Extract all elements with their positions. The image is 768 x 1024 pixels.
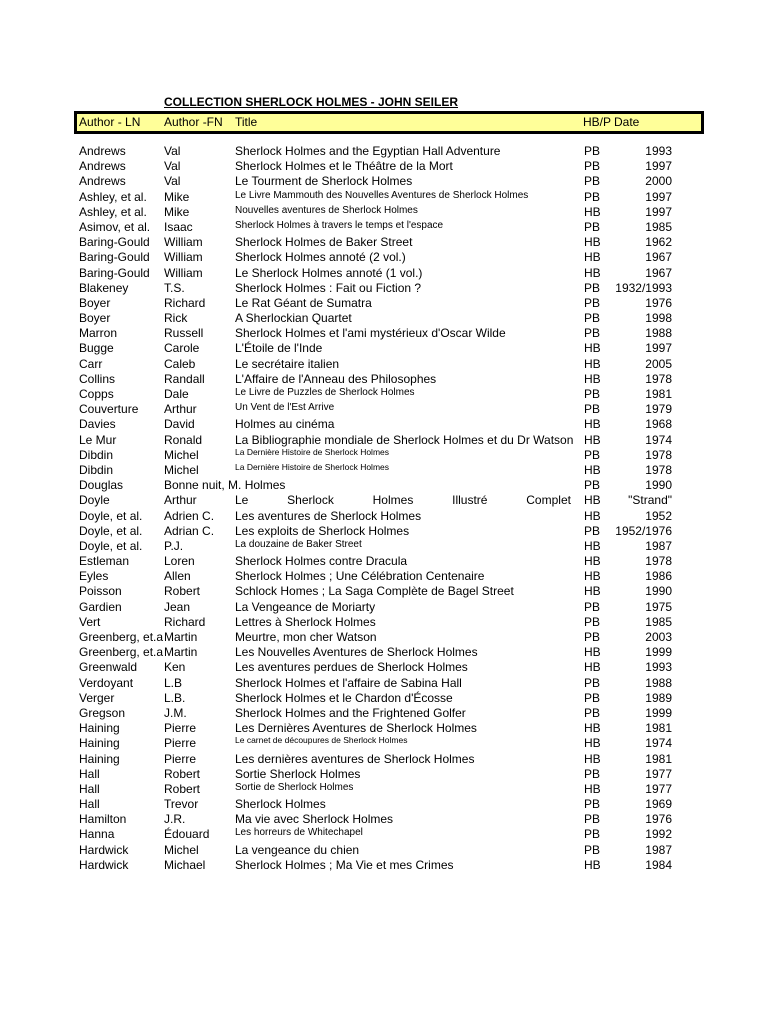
binding-type: PB xyxy=(584,402,601,417)
author-last-name: Boyer xyxy=(79,295,111,310)
publication-date: 2000 xyxy=(645,174,672,189)
author-first-name: Caleb xyxy=(164,356,196,371)
author-last-name: Gardien xyxy=(79,599,122,614)
book-title: Sherlock Holmes : Fait ou Fiction ? xyxy=(235,280,422,295)
author-first-name: Mike xyxy=(164,189,190,204)
publication-date: 1952 xyxy=(645,508,672,523)
binding-type: PB xyxy=(584,766,601,781)
table-row xyxy=(0,676,768,691)
table-row xyxy=(0,509,768,524)
binding-type: HB xyxy=(584,371,601,386)
book-title: Lettres à Sherlock Holmes xyxy=(235,614,376,629)
author-first-name: Pierre xyxy=(164,751,197,766)
book-title: Holmes au cinéma xyxy=(235,417,335,432)
author-first-name: Robert xyxy=(164,766,201,781)
book-title: La vengeance du chien xyxy=(235,842,360,857)
table-row xyxy=(0,357,768,372)
book-title: Ma vie avec Sherlock Holmes xyxy=(235,812,394,827)
publication-date: 1990 xyxy=(645,478,672,493)
publication-date: 1977 xyxy=(645,766,672,781)
binding-type: HB xyxy=(584,508,601,523)
publication-date: 1979 xyxy=(645,402,672,417)
author-last-name: Copps xyxy=(79,387,114,401)
author-first-name: Michel xyxy=(164,842,199,857)
book-title: Les dernières aventures de Sherlock Holmes xyxy=(235,751,475,766)
table-row xyxy=(0,660,768,675)
publication-date: 1967 xyxy=(645,250,672,265)
table-row xyxy=(0,615,768,630)
author-last-name: Hall xyxy=(79,781,100,796)
author-last-name: Baring-Gould xyxy=(79,235,150,250)
table-row xyxy=(0,311,768,326)
author-first-name: Trevor xyxy=(164,797,199,812)
publication-date: 1977 xyxy=(645,781,672,796)
author-first-name: Michael xyxy=(164,857,206,872)
binding-type: HB xyxy=(584,645,601,660)
author-last-name: Ashley, et al. xyxy=(79,189,147,204)
author-first-name: Jean xyxy=(164,599,191,614)
book-title: Le Tourment de Sherlock Holmes xyxy=(235,174,413,189)
author-first-name: Édouard xyxy=(164,827,210,842)
author-last-name: Bugge xyxy=(79,341,114,356)
table-row xyxy=(0,235,768,250)
author-last-name: Hanna xyxy=(79,827,115,842)
binding-type: HB xyxy=(584,462,601,477)
book-title: Schlock Homes ; La Saga Complète de Bagel Street xyxy=(235,584,514,599)
book-title: Nouvelles aventures de Sherlock Holmes xyxy=(235,204,418,216)
author-first-name: Martin xyxy=(164,645,198,660)
table-row xyxy=(0,417,768,432)
binding-type: HB xyxy=(584,857,601,872)
table-row xyxy=(0,569,768,584)
table-row xyxy=(0,630,768,645)
book-title: Le secrétaire italien xyxy=(235,356,340,371)
book-title: Sherlock Holmes annoté (2 vol.) xyxy=(235,250,406,265)
table-row xyxy=(0,524,768,539)
binding-type: PB xyxy=(584,387,601,401)
publication-date: 1978 xyxy=(645,371,672,386)
binding-type: HB xyxy=(584,432,601,447)
publication-date: 1998 xyxy=(645,311,672,326)
table-row xyxy=(0,159,768,174)
publication-date: 1985 xyxy=(645,219,672,234)
binding-type: HB xyxy=(584,554,601,569)
table-row xyxy=(0,281,768,296)
author-last-name: Eyles xyxy=(79,569,109,584)
author-first-name: Robert xyxy=(164,781,201,796)
author-first-name: Arthur xyxy=(164,402,197,417)
book-title: Le Livre de Puzzles de Sherlock Holmes xyxy=(235,387,415,398)
table-row xyxy=(0,736,768,751)
author-last-name: Marron xyxy=(79,326,118,341)
binding-type: HB xyxy=(584,235,601,250)
publication-date: 2005 xyxy=(645,356,672,371)
publication-date: 1976 xyxy=(645,295,672,310)
book-title: Sortie Sherlock Holmes xyxy=(235,766,361,781)
author-first-name: Val xyxy=(164,159,181,174)
book-title: Les aventures perdues de Sherlock Holmes xyxy=(235,660,468,675)
binding-type: HB xyxy=(584,538,601,553)
header-date: Date xyxy=(614,115,640,129)
table-row xyxy=(0,706,768,721)
book-title: Le carnet de découpures de Sherlock Holmes xyxy=(235,735,408,746)
author-first-name: T.S. xyxy=(164,280,185,295)
table-row xyxy=(0,220,768,235)
author-last-name: Doyle xyxy=(79,493,110,508)
author-last-name: Greenwald xyxy=(79,660,138,675)
book-title: Sherlock Holmes et l'ami mystérieux d'Oscar Wilde xyxy=(235,326,506,341)
table-row xyxy=(0,341,768,356)
binding-type: HB xyxy=(584,341,601,356)
table-row xyxy=(0,554,768,569)
binding-type: PB xyxy=(584,842,601,857)
author-first-name: Ronald xyxy=(164,432,203,447)
table-row xyxy=(0,858,768,873)
publication-date: "Strand" xyxy=(628,493,672,508)
author-last-name: Hardwick xyxy=(79,842,129,857)
book-title: Sherlock Holmes ; Une Célébration Centenaire xyxy=(235,569,485,584)
author-last-name: Dibdin xyxy=(79,462,114,477)
author-first-name: L.B. xyxy=(164,690,186,705)
author-first-name: Michel xyxy=(164,447,199,462)
book-title: La Vengeance de Moriarty xyxy=(235,599,376,614)
publication-date: 1999 xyxy=(645,705,672,720)
publication-date: 1967 xyxy=(645,265,672,280)
binding-type: HB xyxy=(584,265,601,280)
publication-date: 1993 xyxy=(645,144,672,158)
book-title: Sherlock Holmes et le Chardon d'Écosse xyxy=(235,690,453,705)
author-last-name: Doyle, et al. xyxy=(79,523,143,538)
book-title: Les Dernières Aventures de Sherlock Holmes xyxy=(235,721,477,736)
author-last-name: Poisson xyxy=(79,584,122,599)
author-first-name: J.R. xyxy=(164,812,186,827)
publication-date: 1989 xyxy=(645,690,672,705)
binding-type: HB xyxy=(584,417,601,432)
publication-date: 1981 xyxy=(645,751,672,766)
publication-date: 1978 xyxy=(645,462,672,477)
author-last-name: Hall xyxy=(79,766,100,781)
publication-date: 1969 xyxy=(645,797,672,812)
author-last-name: Carr xyxy=(79,356,103,371)
book-title: Sherlock Holmes et l'affaire de Sabina Hall xyxy=(235,675,462,690)
book-title: Le Sherlock Holmes Illustré Complet xyxy=(235,493,571,508)
author-first-name: P.J. xyxy=(164,538,184,553)
publication-date: 1981 xyxy=(645,721,672,736)
table-row xyxy=(0,463,768,478)
table-row xyxy=(0,387,768,402)
collection-title: COLLECTION SHERLOCK HOLMES - JOHN SEILER xyxy=(164,95,459,109)
publication-date: 1962 xyxy=(645,235,672,250)
author-first-name: Adrien C. xyxy=(164,508,215,523)
book-title: Sherlock Holmes xyxy=(235,797,326,812)
book-title: La Dernière Histoire de Sherlock Holmes xyxy=(235,461,390,472)
table-row xyxy=(0,767,768,782)
book-title: Sortie de Sherlock Holmes xyxy=(235,781,354,793)
table-row xyxy=(0,539,768,554)
publication-date: 1997 xyxy=(645,159,672,174)
author-first-name: William xyxy=(164,265,203,280)
author-first-name: Carole xyxy=(164,341,200,356)
author-last-name: Douglas xyxy=(79,478,124,493)
author-last-name: Hamilton xyxy=(79,812,127,827)
table-row xyxy=(0,584,768,599)
author-last-name: Baring-Gould xyxy=(79,265,150,280)
book-title: L'Affaire de l'Anneau des Philosophes xyxy=(235,371,437,386)
book-title: Le Sherlock Holmes annoté (1 vol.) xyxy=(235,265,423,280)
header-hbp: HB/P xyxy=(583,115,612,129)
table-row xyxy=(0,266,768,281)
author-first-name: Pierre xyxy=(164,736,197,751)
publication-date: 1974 xyxy=(645,736,672,751)
author-first-name: Rick xyxy=(164,311,188,326)
book-title: L'Étoile de l'Inde xyxy=(235,341,323,356)
binding-type: PB xyxy=(584,219,601,234)
author-first-name: Mike xyxy=(164,204,190,219)
author-last-name: Dibdin xyxy=(79,447,114,462)
publication-date: 1932/1993 xyxy=(615,280,672,295)
binding-type: HB xyxy=(584,204,601,219)
binding-type: PB xyxy=(584,447,601,462)
binding-type: PB xyxy=(584,797,601,812)
publication-date: 1997 xyxy=(645,204,672,219)
author-first-name: William xyxy=(164,250,203,265)
author-first-name: Michel xyxy=(164,462,199,477)
publication-date: 1978 xyxy=(645,554,672,569)
binding-type: PB xyxy=(584,827,601,842)
book-title: Un Vent de l'Est Arrive xyxy=(235,402,335,414)
binding-type: PB xyxy=(584,478,601,493)
author-last-name: Andrews xyxy=(79,144,126,158)
table-row xyxy=(0,478,768,493)
binding-type: PB xyxy=(584,599,601,614)
publication-date: 1968 xyxy=(645,417,672,432)
author-last-name: Estleman xyxy=(79,554,130,569)
binding-type: PB xyxy=(584,523,601,538)
author-first-name: Loren xyxy=(164,554,195,569)
table-row xyxy=(0,600,768,615)
binding-type: PB xyxy=(584,174,601,189)
author-first-name: Randall xyxy=(164,371,205,386)
table-row xyxy=(0,827,768,842)
book-title: Les horreurs de Whitechapel xyxy=(235,827,363,839)
publication-date: 1987 xyxy=(645,538,672,553)
author-last-name: Verdoyant xyxy=(79,675,134,690)
publication-date: 1997 xyxy=(645,189,672,204)
binding-type: HB xyxy=(584,569,601,584)
book-title: Sherlock Holmes à travers le temps et l'espace xyxy=(235,219,444,231)
author-last-name: Vert xyxy=(79,614,101,629)
author-first-name: William xyxy=(164,235,203,250)
author-last-name: Andrews xyxy=(79,174,126,189)
table-row xyxy=(0,402,768,417)
table-row xyxy=(0,144,768,159)
author-first-name: Arthur xyxy=(164,493,197,508)
author-last-name: Doyle, et al. xyxy=(79,538,143,553)
binding-type: PB xyxy=(584,189,601,204)
author-last-name: Haining xyxy=(79,721,120,736)
publication-date: 1999 xyxy=(645,645,672,660)
book-title: La Bibliographie mondiale de Sherlock Holmes et du Dr Watson xyxy=(235,432,574,447)
author-last-name: Couverture xyxy=(79,402,139,417)
book-title: Sherlock Holmes ; Ma Vie et mes Crimes xyxy=(235,857,454,872)
author-last-name: Hall xyxy=(79,797,100,812)
binding-type: PB xyxy=(584,326,601,341)
author-last-name: Blakeney xyxy=(79,280,129,295)
author-first-name: Allen xyxy=(164,569,191,584)
table-row xyxy=(0,326,768,341)
binding-type: PB xyxy=(584,812,601,827)
book-title: Les aventures de Sherlock Holmes xyxy=(235,508,422,523)
publication-date: 1974 xyxy=(645,432,672,447)
table-row xyxy=(0,797,768,812)
header-author-fn: Author -FN xyxy=(164,115,223,129)
author-first-name: J.M. xyxy=(164,705,187,720)
author-first-name: Dale xyxy=(164,387,189,401)
publication-date: 1997 xyxy=(645,341,672,356)
author-first-name: Robert xyxy=(164,584,201,599)
author-last-name: Haining xyxy=(79,736,120,751)
author-last-name: Collins xyxy=(79,371,116,386)
binding-type: PB xyxy=(584,311,601,326)
table-row xyxy=(0,843,768,858)
author-last-name: Verger xyxy=(79,690,115,705)
author-first-name: Bonne nuit, M. Holmes xyxy=(164,478,286,493)
book-title: A Sherlockian Quartet xyxy=(235,311,352,326)
table-row xyxy=(0,493,768,508)
publication-date: 1985 xyxy=(645,614,672,629)
publication-date: 1978 xyxy=(645,447,672,462)
publication-date: 1988 xyxy=(645,326,672,341)
author-last-name: Boyer xyxy=(79,311,111,326)
book-title: Les Nouvelles Aventures de Sherlock Holmes xyxy=(235,645,478,660)
book-title: Sherlock Holmes and the Egyptian Hall Adventure xyxy=(235,144,501,158)
author-last-name: Greenberg, et.a xyxy=(79,645,164,660)
binding-type: HB xyxy=(584,736,601,751)
book-title: Le Rat Géant de Sumatra xyxy=(235,295,372,310)
publication-date: 1986 xyxy=(645,569,672,584)
binding-type: PB xyxy=(584,614,601,629)
table-row xyxy=(0,250,768,265)
binding-type: PB xyxy=(584,295,601,310)
binding-type: PB xyxy=(584,280,601,295)
author-last-name: Asimov, et al. xyxy=(79,219,151,234)
author-first-name: Russell xyxy=(164,326,204,341)
author-last-name: Haining xyxy=(79,751,120,766)
author-last-name: Greenberg, et.a xyxy=(79,630,164,644)
publication-date: 1993 xyxy=(645,660,672,675)
author-first-name: Richard xyxy=(164,614,206,629)
publication-date: 1988 xyxy=(645,675,672,690)
book-title: Sherlock Holmes and the Frightened Golfer xyxy=(235,705,466,720)
binding-type: HB xyxy=(584,356,601,371)
table-row xyxy=(0,645,768,660)
publication-date: 2003 xyxy=(645,630,672,644)
publication-date: 1976 xyxy=(645,812,672,827)
author-first-name: Martin xyxy=(164,630,198,644)
table-row xyxy=(0,782,768,797)
author-last-name: Davies xyxy=(79,417,116,432)
publication-date: 1987 xyxy=(645,842,672,857)
author-first-name: Val xyxy=(164,174,181,189)
book-title: Le Livre Mammouth des Nouvelles Aventures de Sherlock Holmes xyxy=(235,189,529,201)
book-title: Sherlock Holmes de Baker Street xyxy=(235,235,413,250)
table-row xyxy=(0,752,768,767)
binding-type: HB xyxy=(584,250,601,265)
author-last-name: Hardwick xyxy=(79,857,129,872)
binding-type: HB xyxy=(584,493,601,508)
publication-date: 1975 xyxy=(645,599,672,614)
binding-type: HB xyxy=(584,781,601,796)
binding-type: HB xyxy=(584,751,601,766)
binding-type: PB xyxy=(584,144,601,158)
publication-date: 1990 xyxy=(645,584,672,599)
header-title: Title xyxy=(235,115,258,129)
publication-date: 1952/1976 xyxy=(615,523,672,538)
book-title: Sherlock Holmes et le Théâtre de la Mort xyxy=(235,159,453,174)
book-title: La Dernière Histoire de Sherlock Holmes xyxy=(235,446,390,457)
header-author-ln: Author - LN xyxy=(79,115,141,129)
table-row xyxy=(0,812,768,827)
collection-table xyxy=(0,144,768,873)
book-title: La douzaine de Baker Street xyxy=(235,538,362,550)
binding-type: HB xyxy=(584,721,601,736)
binding-type: PB xyxy=(584,705,601,720)
binding-type: PB xyxy=(584,690,601,705)
author-first-name: Val xyxy=(164,144,181,158)
table-row xyxy=(0,691,768,706)
author-last-name: Baring-Gould xyxy=(79,250,150,265)
book-title: Sherlock Holmes contre Dracula xyxy=(235,554,408,569)
publication-date: 1981 xyxy=(645,387,672,401)
publication-date: 1984 xyxy=(645,857,672,872)
author-first-name: Adrian C. xyxy=(164,523,215,538)
author-first-name: Pierre xyxy=(164,721,197,736)
author-first-name: Richard xyxy=(164,295,206,310)
binding-type: PB xyxy=(584,630,601,644)
book-title: Les exploits de Sherlock Holmes xyxy=(235,523,410,538)
binding-type: HB xyxy=(584,584,601,599)
author-last-name: Le Mur xyxy=(79,432,117,447)
author-last-name: Doyle, et al. xyxy=(79,508,143,523)
publication-date: 1992 xyxy=(645,827,672,842)
binding-type: PB xyxy=(584,675,601,690)
book-title: Meurtre, mon cher Watson xyxy=(235,630,377,644)
author-last-name: Ashley, et al. xyxy=(79,204,147,219)
binding-type: HB xyxy=(584,660,601,675)
author-first-name: David xyxy=(164,417,195,432)
author-last-name: Gregson xyxy=(79,705,126,720)
author-first-name: L.B xyxy=(164,675,183,690)
column-header-row xyxy=(74,111,704,134)
author-first-name: Isaac xyxy=(164,219,193,234)
table-row xyxy=(0,296,768,311)
author-last-name: Andrews xyxy=(79,159,126,174)
author-first-name: Ken xyxy=(164,660,186,675)
binding-type: PB xyxy=(584,159,601,174)
